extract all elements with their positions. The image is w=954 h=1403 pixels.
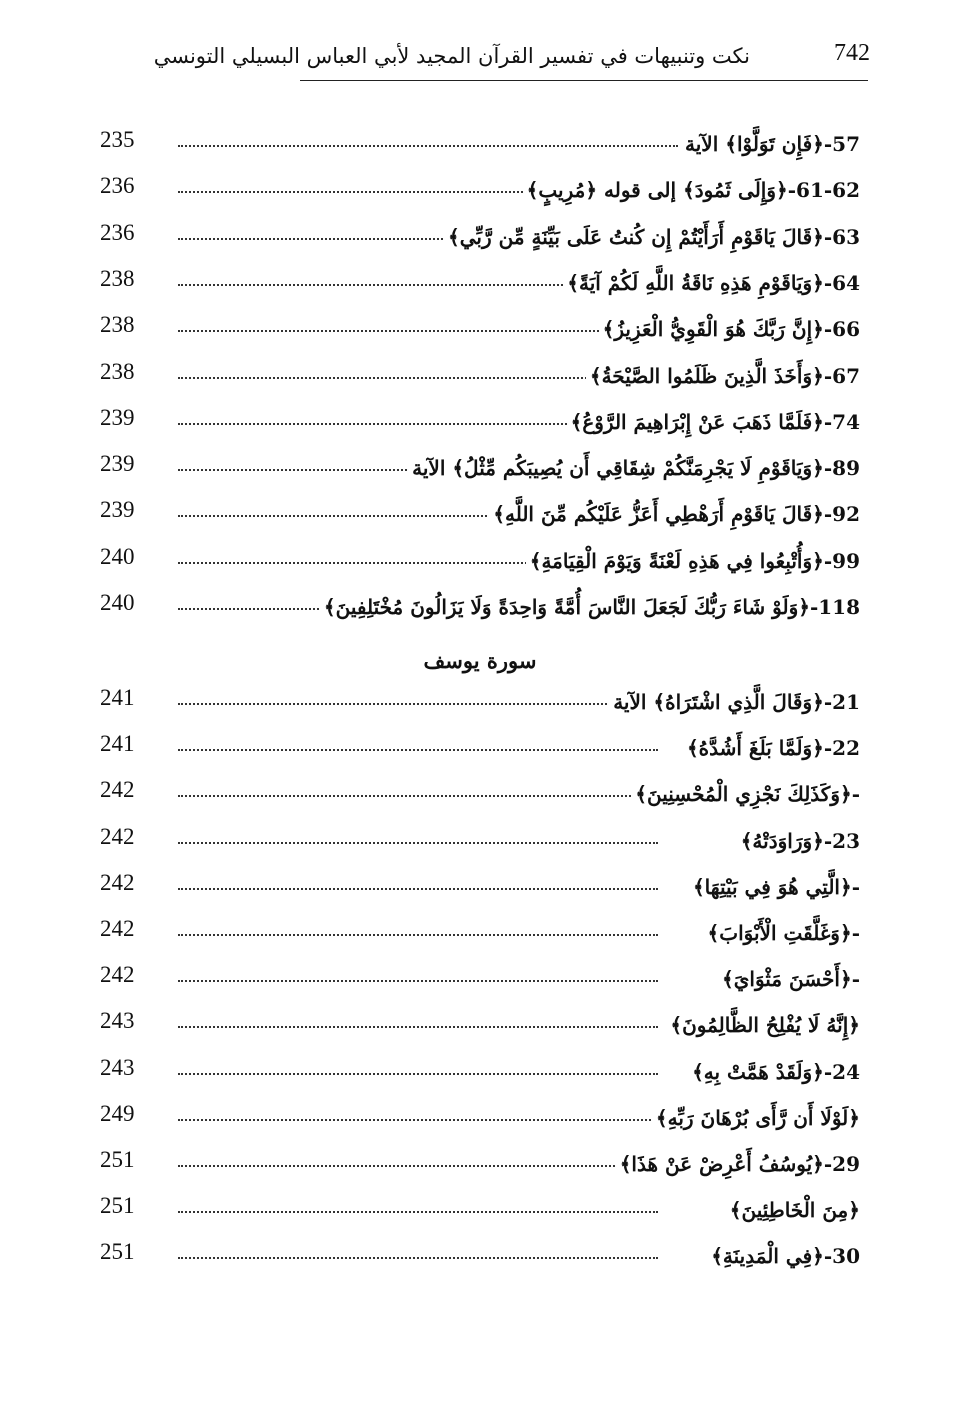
dot-leader <box>178 1165 658 1167</box>
entry-page-number: 243 <box>100 1008 135 1034</box>
entry-text: 22-﴿وَلَمَّا بَلَغَ أَشُدَّهُ﴾ <box>683 733 860 763</box>
entry-page-number: 251 <box>100 1239 135 1265</box>
entry-page-number: 249 <box>100 1100 135 1126</box>
entry-text: 66-﴿إِنَّ رَبَّكَ هُوَ الْقَوِيُّ الْعَزِيزُ﴾ <box>599 314 860 344</box>
page-number: 742 <box>834 40 870 66</box>
running-title: نكت وتنبيهات في تفسير القرآن المجيد لأبي العباس البسيلي التونسي <box>153 44 750 68</box>
toc-entry <box>100 960 860 1000</box>
toc-entry <box>100 914 860 954</box>
dot-leader <box>178 980 658 982</box>
entry-page-number: 235 <box>100 127 135 152</box>
dot-leader <box>178 1026 658 1028</box>
entry-text: 63-﴿قَالَ يَاقَوْمِ أَرَأَيْتُمْ إِن كُنتُ عَلَى بَيِّنَةٍ مِّن رَّبِّي﴾ <box>444 222 860 252</box>
entry-page-number: 236 <box>100 173 135 199</box>
toc-entry <box>100 588 860 628</box>
toc-entry <box>100 1006 860 1046</box>
entry-page-number: 251 <box>100 1147 135 1172</box>
toc-entry <box>100 1099 860 1139</box>
entry-page-number: 239 <box>100 451 135 477</box>
dot-leader <box>178 888 658 890</box>
entry-text: 21-﴿وَقَالَ الَّذِي اشْتَرَاهُ﴾ الآية <box>609 687 860 717</box>
entry-text: 23-﴿وَرَاوَدَتْهُ﴾ <box>737 826 860 856</box>
entry-page-number: 242 <box>100 962 135 988</box>
entry-text: 92-﴿قَالَ يَاقَوْمِ أَرَهْطِي أَعَزُّ عَلَيْكُم مِّنَ اللَّهِ﴾ <box>489 499 860 529</box>
entry-page-number: 242 <box>100 869 135 895</box>
toc-entry <box>100 1053 860 1093</box>
entry-text: -﴿وَكَذَلِكَ نَجْزِي الْمُحْسِنِينَ﴾ <box>631 779 860 809</box>
entry-page-number: 243 <box>100 1054 135 1080</box>
entry-text: 30-﴿فِي الْمَدِينَةِ﴾ <box>707 1241 860 1271</box>
entry-text: 61-62-﴿وَإِلَى ثَمُودَ﴾ إلى قوله ﴿مُرِيبٍ﴾ <box>523 175 860 205</box>
entry-text: -﴿الَّتِي هُوَ فِي بَيْتِهَا﴾ <box>689 872 860 902</box>
entry-page-number: 239 <box>100 404 135 430</box>
entry-text: ﴿إِنَّهُ لَا يُفْلِحُ الظَّالِمُونَ﴾ <box>666 1010 860 1040</box>
entry-page-number: 242 <box>100 823 135 849</box>
entry-page-number: 240 <box>100 590 135 615</box>
toc-entry <box>100 171 860 211</box>
entry-text: 89-﴿وَيَاقَوْمِ لَا يَجْرِمَنَّكُمْ شِقَاقِي أَن يُصِيبَكُم مِّثْلُ﴾ الآية <box>408 453 860 483</box>
entry-page-number: 240 <box>100 543 135 569</box>
toc-entry <box>100 218 860 258</box>
dot-leader <box>178 330 658 332</box>
dot-leader <box>178 1073 658 1075</box>
entry-text: 99-﴿وَأُتْبِعُوا فِي هَذِهِ لَعْنَةً وَيَوْمَ الْقِيَامَةِ﴾ <box>526 546 860 576</box>
toc-entry <box>100 542 860 582</box>
toc-entry <box>100 125 860 165</box>
entry-text: 57-﴿فَإِن تَوَلَّوْا﴾ الآية <box>681 129 860 159</box>
dot-leader <box>178 795 658 797</box>
section-title: سورة يوسف <box>423 648 537 673</box>
toc-entry <box>100 822 860 862</box>
entry-page-number: 236 <box>100 219 135 245</box>
entry-text: 118-﴿وَلَوْ شَاءَ رَبُّكَ لَجَعَلَ النَّاسَ أُمَّةً وَاحِدَةً وَلَا يَزَالُونَ مُخْتَلِفِينَ﴾ <box>320 592 860 622</box>
toc-entry <box>100 310 860 350</box>
entry-text: 67-﴿وَأَخَذَ الَّذِينَ ظَلَمُوا الصَّيْحَةُ﴾ <box>586 361 860 391</box>
page-header <box>153 38 870 78</box>
toc-entry <box>100 449 860 489</box>
toc-entry <box>100 729 860 769</box>
dot-leader <box>178 842 658 844</box>
toc-entry <box>100 1191 860 1231</box>
entry-page-number: 251 <box>100 1193 135 1219</box>
entry-page-number: 242 <box>100 777 135 803</box>
dot-leader <box>178 749 658 751</box>
toc-entry <box>100 357 860 397</box>
dot-leader <box>178 1119 658 1121</box>
toc-entry <box>100 403 860 443</box>
entry-page-number: 241 <box>100 731 135 757</box>
toc-entry <box>100 868 860 908</box>
dot-leader <box>178 703 658 705</box>
entry-page-number: 238 <box>100 358 135 384</box>
toc-entry <box>100 1145 860 1185</box>
entry-text: 24-﴿وَلَقَدْ هَمَّتْ بِهِ﴾ <box>688 1057 860 1087</box>
dot-leader <box>178 1257 658 1259</box>
dot-leader <box>178 934 658 936</box>
toc-entry <box>100 1237 860 1277</box>
entry-text: ﴿مِنَ الْخَاطِئِينَ﴾ <box>726 1195 860 1225</box>
toc-entry <box>100 264 860 304</box>
entry-page-number: 242 <box>100 916 135 941</box>
dot-leader <box>178 1211 658 1213</box>
entry-text: ﴿لَوْلَا أَن رَّأَى بُرْهَانَ رَبِّهِ﴾ <box>652 1103 860 1133</box>
header-divider <box>300 80 868 81</box>
toc-entry <box>100 683 860 723</box>
dot-leader <box>178 145 678 147</box>
entry-text: -﴿وَغَلَّقَتِ الْأَبْوَابَ﴾ <box>704 918 860 948</box>
entry-text: 64-﴿وَيَاقَوْمِ هَذِهِ نَاقَةُ اللَّهِ لَكُمْ آيَةً﴾ <box>563 268 860 298</box>
toc-entry <box>100 775 860 815</box>
entry-page-number: 239 <box>100 497 135 523</box>
entry-page-number: 241 <box>100 685 135 710</box>
entry-page-number: 238 <box>100 312 135 338</box>
entry-text: 74-﴿فَلَمَّا ذَهَبَ عَنْ إِبْرَاهِيمَ الرَّوْعُ﴾ <box>567 407 860 437</box>
entry-text: 29-﴿يُوسُفُ أَعْرِضْ عَنْ هَذَا﴾ <box>616 1149 860 1179</box>
toc-entry <box>100 495 860 535</box>
entry-text: -﴿أَحْسَنَ مَثْوَايَ﴾ <box>718 964 860 994</box>
entry-page-number: 238 <box>100 265 135 291</box>
